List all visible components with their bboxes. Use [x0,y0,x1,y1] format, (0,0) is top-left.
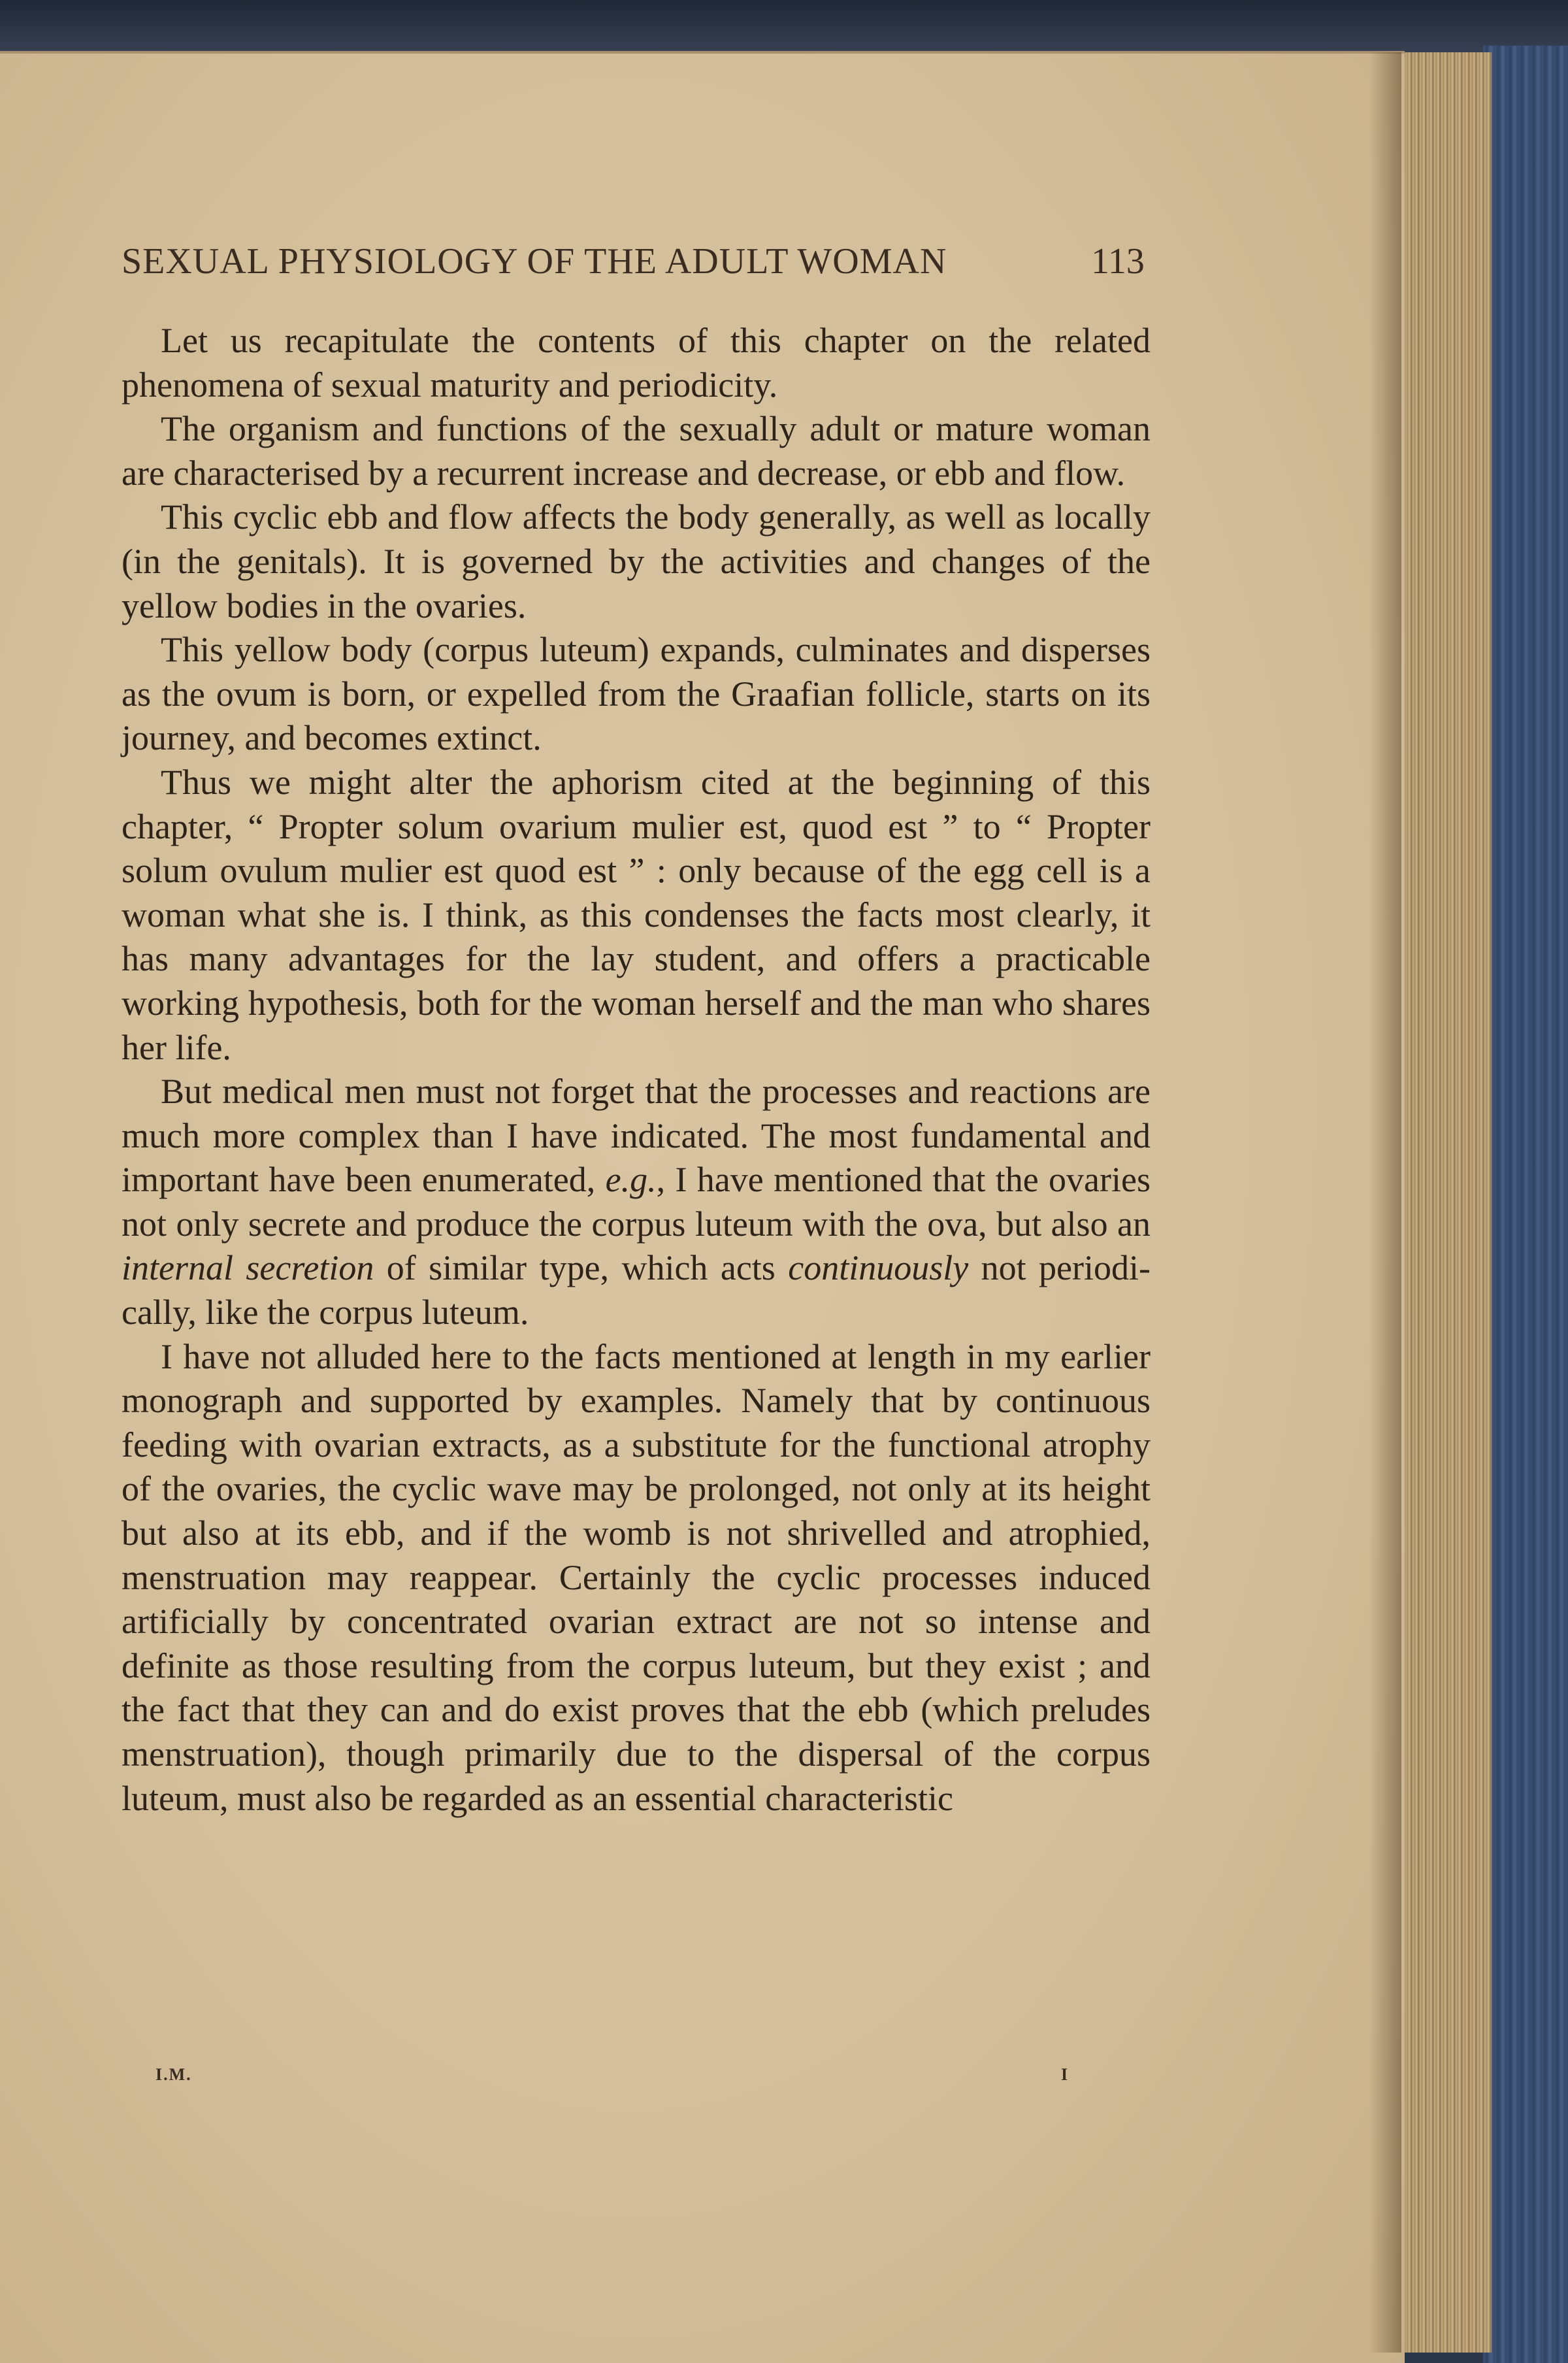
paragraph [122,1335,1151,1821]
paragraph [122,1070,1151,1335]
text-run: Thus we might alter the aphorism cited at the beginning of this chapter, “ Propter solum ovarium mulier est, quod est ” to “ Propter solum ovulum mulier est quod est ” : only because of the egg cell is a woman what she is. I think, as this condenses the facts most clearly, it has many advantages for the lay student, and offers a practicable working hypothesis, both for the woman herself and the man who shares her life. [122,762,1151,1067]
paragraph [122,628,1151,761]
spine-shadow [1369,52,1401,2353]
page-number: 113 [1091,241,1145,282]
text-run: The organism and functions of the sexually adult or mature woman are characterised by a recurrent increase and decrease, or ebb and flow. [122,409,1151,493]
text-run: , I have mentioned that the ovaries not only secrete and produce the corpus luteum with the ova, but also an [122,1160,1151,1244]
italic-text: continuously [788,1248,969,1288]
signature-mark-right: I [1061,2065,1068,2084]
book-cover-cloth [1483,46,1568,2363]
paragraph [122,407,1151,495]
paragraph [122,319,1151,407]
paragraph [122,761,1151,1070]
italic-text: e.g. [605,1160,657,1200]
body-text [122,319,1151,1821]
text-run: of similar type, which acts [374,1248,789,1288]
text-run: This yellow body (corpus luteum) expands, culminates and disperses as the ovum is born, or expelled from the Graafian follicle, starts on its journey, and becomes extinct. [122,630,1151,758]
top-background-strip [0,0,1568,59]
paragraph [122,495,1151,628]
text-run: Let us recapitulate the contents of this chapter on the related phenomena of sexual maturity and periodicity. [122,321,1151,405]
text-run: not periodically, like the corpus luteum. [122,1248,1151,1332]
signature-mark-left: I.M. [155,2065,192,2084]
italic-text: internal secretion [122,1248,374,1288]
page-edges [1392,52,1492,2353]
text-run: But medical men must not forget that the processes and reactions are much more complex than I have indicated. The most fundamental and important have been enumerated, [122,1072,1151,1200]
running-head: SEXUAL PHYSIOLOGY OF THE ADULT WOMAN [122,241,947,282]
text-run: I have not alluded here to the facts mentioned at length in my earlier monograph and supported by examples. Namely that by continuous feeding with ovarian extracts, as a substitute for the functional atrophy of the ovaries, the cyclic wave may be prolonged, not only at its height but also at its ebb, and if the womb is not shrivelled and atrophied, menstruation may reappear. Certainly the cyclic processes induced artificially by concentrated ovarian extract are not so intense and definite as those resulting from the corpus luteum, but they exist ; and the fact that they can and do exist proves that the ebb (which preludes menstruation), though primarily due to the dispersal of the corpus luteum, must also be regarded as an essential characteristic [122,1336,1151,1818]
text-run: This cyclic ebb and flow affects the body generally, as well as locally (in the genitals). It is governed by the activities and changes of the yellow bodies in the ovaries. [122,497,1151,625]
